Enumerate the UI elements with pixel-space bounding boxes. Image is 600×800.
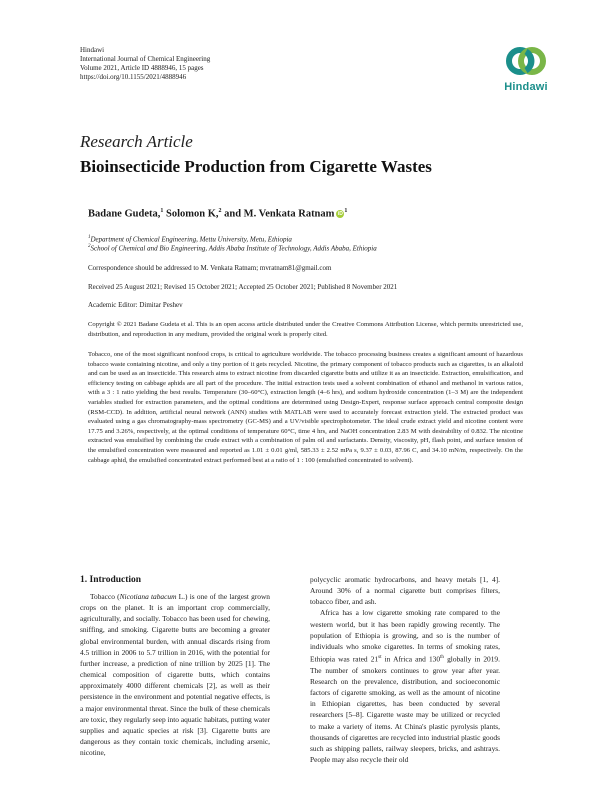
affiliation-1-text: Department of Chemical Engineering, Mettu University, Metu, Ethiopia — [90, 235, 292, 244]
copyright-notice: Copyright © 2021 Badane Gudeta et al. This is an open access article distributed under the Creative Commons Attribution License, which permits unrestricted use, distribution, and reproduction in any medium, provided the original work is properly cited. — [88, 321, 523, 338]
author-2-affil: 2 — [218, 208, 222, 214]
text-run: globally in 2019. The number of smokers continues to grow year after year. Research on the prevalence, distribution, and socioeconomic factors of cigarette smoking, as well as the amount of nicotine in Ethiopian cigarettes, has been conducted by several researchers [5–8]. Cigarette waste may be utilized or recycled to make a variety of items. At China's plastic pyrolysis plants, thousands of cigarettes are recycled into industrial plastic goods such as shipping pallets, railway sleepers, bricks, and ashtrays. People may also recycle their old — [310, 654, 500, 764]
section-heading-introduction: 1. Introduction — [80, 575, 142, 585]
text-run: in Africa and 130 — [381, 654, 441, 664]
author-list — [88, 208, 347, 220]
species-name: Nicotiana tabacum — [119, 592, 177, 601]
publisher-name: Hindawi — [80, 46, 105, 54]
superscript: st — [378, 655, 382, 661]
text-run: Tobacco ( — [90, 592, 120, 601]
affiliation-2 — [88, 242, 377, 253]
author-1[interactable]: Badane Gudeta, — [88, 208, 161, 220]
academic-editor: Academic Editor: Dimitar Peshev — [88, 301, 183, 309]
volume-info: Volume 2021, Article ID 4888946, 15 pages — [80, 64, 204, 72]
hindawi-rings-icon — [504, 44, 548, 78]
affiliation-1-sup: 1 — [88, 235, 91, 240]
article-type: Research Article — [80, 132, 193, 151]
affiliation-2-text: School of Chemical and Bio Engineering, Addis Ababa Institute of Technology, Addis Ababa, Ethiopia — [90, 244, 377, 253]
abstract: Tobacco, one of the most significant nonfood crops, is critical to agriculture worldwide. The tobacco processing business creates a significant amount of hazardous tobacco waste containing nicotine, and only a tiny portion of it gets recycled. Nicotine, the primary component of tobacco products such as cigarettes, is an alkaloid and can be used as an insecticide. This research aims to extract nicotine from discarded cigarette butts and utilize it as an insecticide. Extraction, emulsification, and efficiency testing on cabbage aphids are all part of the procedure. The initial extraction tests used a solvent combination of ethanol and methanol in various ratios, with a 3 : 1 ratio yielding the best results. Temperature (30–60°C), extraction length (4–6 hrs), and sodium hydroxide concentration (1–3 M) are the independent variables studied for extraction parameters, and the optimal conditions are determined using Design-Expert, response surface approach central composite design (RSM-CCD). In addition, artificial neural network (ANN) studies with MATLAB were used to accurately forecast extraction yield. The extracted product was evaluated using a gas chromatography-mass spectrometry (GC-MS) and a UV/visible spectrophotometer. The ideal crude extract yield and nicotine content were 17.75 and 3.26%, respectively, at the optimal conditions of temperature 60°C, time 4 hrs, and NaOH concentration 2.83 M with desirability of 0.832. The nicotine extracted was emulsified by combining the crude extract with a combination of palm oil and surfactants. Density, viscosity, pH, flash point, and surface tension of the emulsified concentration were measured and reported as 1.01 ± 0.01 g/ml, 585.33 ± 2.52 mPa s, 9.37 ± 0.03, 87.96 C, and 34.10 mN/m, respectively. On the cabbage aphid, the emulsified concentrated extract performed best at a ratio of 1 : 100 (emulsified concentrated to solvent). — [88, 351, 523, 464]
journal-name: International Journal of Chemical Engineering — [80, 55, 211, 63]
author-1-affil: 1 — [160, 208, 164, 214]
correspondence: Correspondence should be addressed to M. Venkata Ratnam; mvratnam81@gmail.com — [88, 264, 332, 272]
paper-title: Bioinsecticide Production from Cigarette Wastes — [80, 157, 432, 176]
publication-dates: Received 25 August 2021; Revised 15 October 2021; Accepted 25 October 2021; Published 8 November 2021 — [88, 283, 398, 291]
paragraph — [80, 591, 270, 758]
body-column-right — [310, 574, 500, 765]
logo-wordmark: Hindawi — [504, 81, 548, 93]
orcid-icon[interactable]: iD — [337, 211, 343, 218]
paragraph — [310, 607, 500, 765]
paragraph: polycyclic aromatic hydrocarbons, and heavy metals [1, 4]. Around 30% of a normal cigarette butt comprises filters, tobacco fiber, and ash. — [310, 575, 500, 607]
journal-info — [80, 46, 210, 82]
doi-link[interactable]: https://doi.org/10.1155/2021/4888946 — [80, 73, 187, 81]
text-run: Africa has a low cigarette smoking rate compared to the western world, but it has been rapidly growing recently. The population of Ethiopia is growing, and so is the number of individuals who smoke cigarettes. In terms of smoking rates, Ethiopia was rated 21 — [310, 608, 500, 664]
affiliation-2-sup: 2 — [88, 244, 91, 249]
author-3[interactable]: and M. Venkata Ratnam — [224, 208, 335, 220]
text-run: L.) is one of the largest grown crops on the planet. It is an important crop commercially, agriculturally, and socially. Tobacco has been used for chewing, sniffing, and smoking. Cigarette butts are becoming a greater global environmental burden, with annual discards rising from 4.5 trillion in 2006 to 5.7 trillion in 2016, with the potential for further increase, a prediction of nine trillion by 2025 [1]. The chemical composition of cigarette butts, which contains approximately 4000 different chemicals [2], as well as their persistence in the environment and potential negative effects, is a major environmental threat. Since the bulk of these chemicals are toxic, they regularly seep into aquatic habitats, putting water supplies and aquatic species at risk [3]. Cigarette butts are dangerous as they contain toxic chemicals, including arsenic, nicotine, — [80, 592, 271, 758]
superscript: th — [440, 655, 444, 661]
body-column-left — [80, 591, 270, 758]
hindawi-logo — [496, 44, 556, 93]
author-2[interactable]: Solomon K, — [165, 208, 219, 220]
author-3-affil: 1 — [344, 208, 348, 214]
